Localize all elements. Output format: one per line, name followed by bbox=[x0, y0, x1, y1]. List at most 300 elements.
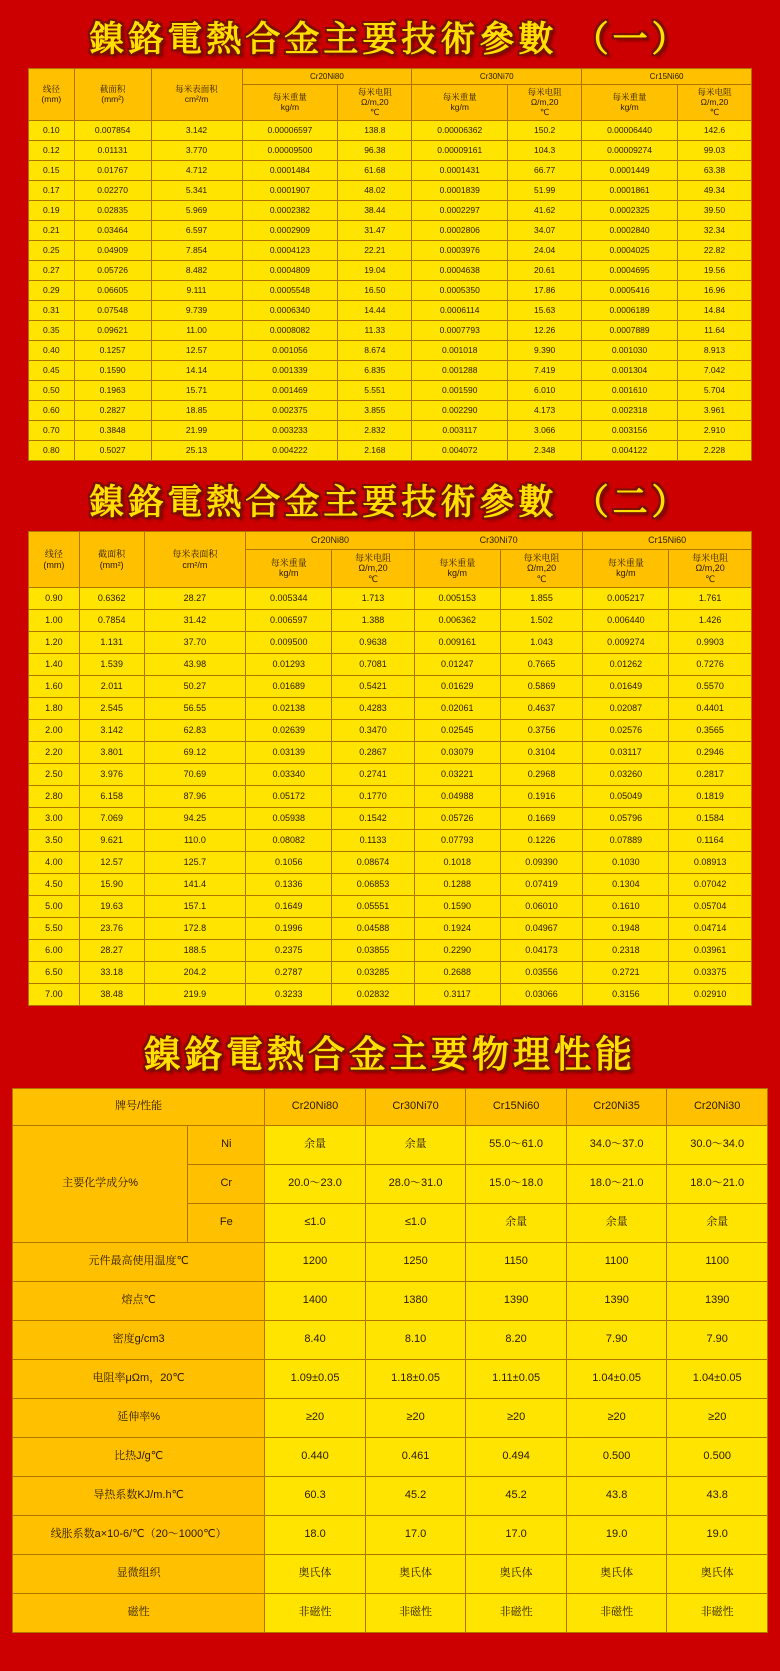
table-cell: 7.854 bbox=[151, 241, 242, 261]
table-cell: 0.0004809 bbox=[242, 261, 338, 281]
table-cell: 0.10 bbox=[29, 121, 75, 141]
table-cell: 28.0～31.0 bbox=[365, 1164, 466, 1203]
table-cell: 0.0004638 bbox=[412, 261, 508, 281]
table-cell: 0.02576 bbox=[583, 719, 669, 741]
header-weight-3: 每米重量 kg/m bbox=[582, 85, 678, 121]
page-title-tech-2: 鎳鉻電熱合金主要技術參數 （二） bbox=[89, 482, 691, 524]
table-cell: 110.0 bbox=[144, 829, 246, 851]
table-cell: 2.80 bbox=[29, 785, 80, 807]
table-cell: 0.500 bbox=[667, 1437, 768, 1476]
table-row bbox=[29, 181, 752, 201]
table-cell: 0.2817 bbox=[669, 763, 752, 785]
table-row bbox=[13, 1242, 768, 1281]
table-cell: 1390 bbox=[667, 1281, 768, 1320]
table-row bbox=[29, 341, 752, 361]
table-cell: 0.00009274 bbox=[582, 141, 678, 161]
table-cell: 0.005217 bbox=[583, 587, 669, 609]
table-cell: 0.60 bbox=[29, 401, 75, 421]
table-row bbox=[29, 675, 752, 697]
table-cell: 0.2290 bbox=[414, 939, 500, 961]
table-cell: 1.043 bbox=[500, 631, 583, 653]
table-cell: 50.27 bbox=[144, 675, 246, 697]
table-row bbox=[29, 141, 752, 161]
table-cell: 0.02910 bbox=[669, 983, 752, 1005]
table-cell: 0.1030 bbox=[583, 851, 669, 873]
table-cell: 0.1542 bbox=[332, 807, 415, 829]
table-cell: 0.0001839 bbox=[412, 181, 508, 201]
table-cell: 0.03079 bbox=[414, 741, 500, 763]
table-cell: 9.621 bbox=[79, 829, 144, 851]
table-cell: 0.7081 bbox=[332, 653, 415, 675]
row-label: 比热J/g℃ bbox=[13, 1437, 265, 1476]
tech-table-head bbox=[29, 69, 752, 121]
table-cell: 0.5027 bbox=[74, 441, 151, 461]
table-cell: 0.2867 bbox=[332, 741, 415, 763]
header-resistance-1: 每米电阻 Ω/m,20 ℃ bbox=[332, 549, 415, 587]
table-cell: 34.0～37.0 bbox=[566, 1125, 667, 1164]
table-row bbox=[29, 241, 752, 261]
table-cell: 0.01262 bbox=[583, 653, 669, 675]
table-cell: 18.0～21.0 bbox=[667, 1164, 768, 1203]
table-cell: 1.131 bbox=[79, 631, 144, 653]
tech-table-part-2-body bbox=[29, 587, 752, 1005]
header-area: 截面积 (mm²) bbox=[74, 69, 151, 121]
table-cell: 0.1226 bbox=[500, 829, 583, 851]
table-cell: 11.33 bbox=[338, 321, 412, 341]
table-cell: 20.0～23.0 bbox=[265, 1164, 366, 1203]
table-cell: 0.17 bbox=[29, 181, 75, 201]
table-cell: 0.001030 bbox=[582, 341, 678, 361]
table-cell: 17.0 bbox=[365, 1515, 466, 1554]
table-cell: 19.0 bbox=[667, 1515, 768, 1554]
table-cell: 0.0004025 bbox=[582, 241, 678, 261]
table-cell: 2.910 bbox=[677, 421, 751, 441]
row-label: 元件最高使用温度℃ bbox=[13, 1242, 265, 1281]
table-cell: 0.2741 bbox=[332, 763, 415, 785]
table-cell: 0.04173 bbox=[500, 939, 583, 961]
table-cell: 1.00 bbox=[29, 609, 80, 631]
table-cell: 0.4637 bbox=[500, 697, 583, 719]
row-label: 导热系数KJ/m.h℃ bbox=[13, 1476, 265, 1515]
table-cell: 7.419 bbox=[508, 361, 582, 381]
header-diameter: 线径 (mm) bbox=[29, 532, 80, 587]
table-cell: 0.12 bbox=[29, 141, 75, 161]
table-row bbox=[13, 1515, 768, 1554]
table-cell: 5.00 bbox=[29, 895, 80, 917]
table-cell: 0.03221 bbox=[414, 763, 500, 785]
header-weight-1: 每米重量 kg/m bbox=[246, 549, 332, 587]
table-cell: 0.05049 bbox=[583, 785, 669, 807]
table-cell: 19.0 bbox=[566, 1515, 667, 1554]
table-cell: 0.1996 bbox=[246, 917, 332, 939]
table-cell: 0.002290 bbox=[412, 401, 508, 421]
table-cell: 0.0005350 bbox=[412, 281, 508, 301]
table-row bbox=[29, 281, 752, 301]
table-cell: 24.04 bbox=[508, 241, 582, 261]
table-row bbox=[29, 719, 752, 741]
table-cell: 0.2688 bbox=[414, 961, 500, 983]
table-cell: 157.1 bbox=[144, 895, 246, 917]
table-cell: 63.38 bbox=[677, 161, 751, 181]
table-cell: 0.009161 bbox=[414, 631, 500, 653]
table-cell: 奥氏体 bbox=[667, 1554, 768, 1593]
table-cell: 0.0002840 bbox=[582, 221, 678, 241]
table-cell: 51.99 bbox=[508, 181, 582, 201]
table-cell: 6.010 bbox=[508, 381, 582, 401]
page-title-tech-1: 鎳鉻電熱合金主要技術參數 （一） bbox=[89, 19, 691, 60]
table-cell: 0.09390 bbox=[500, 851, 583, 873]
table-cell: 11.00 bbox=[151, 321, 242, 341]
table-cell: 0.2375 bbox=[246, 939, 332, 961]
table-row bbox=[29, 381, 752, 401]
table-cell: 0.1056 bbox=[246, 851, 332, 873]
table-cell: 1390 bbox=[466, 1281, 567, 1320]
table-row bbox=[29, 161, 752, 181]
table-cell: 0.7276 bbox=[669, 653, 752, 675]
table-cell: 60.3 bbox=[265, 1476, 366, 1515]
table-cell: 0.0001431 bbox=[412, 161, 508, 181]
table-cell: 1.04±0.05 bbox=[667, 1359, 768, 1398]
table-row bbox=[29, 917, 752, 939]
table-cell: 0.0002909 bbox=[242, 221, 338, 241]
table-cell: 0.29 bbox=[29, 281, 75, 301]
table-cell: 3.801 bbox=[79, 741, 144, 763]
table-cell: 0.03117 bbox=[583, 741, 669, 763]
header-resistance-3: 每米电阻 Ω/m,20 ℃ bbox=[677, 85, 751, 121]
table-cell: 0.03464 bbox=[74, 221, 151, 241]
table-cell: ≤1.0 bbox=[365, 1203, 466, 1242]
table-cell: 1.855 bbox=[500, 587, 583, 609]
tech-table-part-1 bbox=[28, 68, 752, 461]
table-cell: 0.0004695 bbox=[582, 261, 678, 281]
table-row bbox=[29, 939, 752, 961]
header-grade-cr20ni80: Cr20Ni80 bbox=[265, 1088, 366, 1125]
table-cell: 0.2968 bbox=[500, 763, 583, 785]
table-cell: 0.494 bbox=[466, 1437, 567, 1476]
row-label-element: Fe bbox=[188, 1203, 265, 1242]
table-row bbox=[29, 361, 752, 381]
table-cell: 0.03961 bbox=[669, 939, 752, 961]
table-cell: 0.15 bbox=[29, 161, 75, 181]
table-cell: 0.0008082 bbox=[242, 321, 338, 341]
table-cell: 3.961 bbox=[677, 401, 751, 421]
table-cell: 55.0～61.0 bbox=[466, 1125, 567, 1164]
physical-table-head bbox=[13, 1088, 768, 1125]
table-cell: 0.1610 bbox=[583, 895, 669, 917]
table-cell: 1.388 bbox=[332, 609, 415, 631]
table-cell: 0.006362 bbox=[414, 609, 500, 631]
table-cell: 0.005153 bbox=[414, 587, 500, 609]
tech-table-part-2 bbox=[28, 531, 752, 1005]
table-cell: 0.2318 bbox=[583, 939, 669, 961]
table-cell: 15.63 bbox=[508, 301, 582, 321]
table-cell: ≥20 bbox=[667, 1398, 768, 1437]
table-cell: 4.173 bbox=[508, 401, 582, 421]
table-cell: 0.05704 bbox=[669, 895, 752, 917]
table-cell: 0.02061 bbox=[414, 697, 500, 719]
row-label-element: Cr bbox=[188, 1164, 265, 1203]
table-row bbox=[13, 1125, 768, 1164]
table-cell: 0.1304 bbox=[583, 873, 669, 895]
table-cell: 奥氏体 bbox=[265, 1554, 366, 1593]
table-cell: 0.7665 bbox=[500, 653, 583, 675]
table-cell: 9.390 bbox=[508, 341, 582, 361]
table-cell: 0.06853 bbox=[332, 873, 415, 895]
table-cell: 3.00 bbox=[29, 807, 80, 829]
table-cell: 43.8 bbox=[667, 1476, 768, 1515]
table-cell: 8.10 bbox=[365, 1320, 466, 1359]
table-cell: 1100 bbox=[566, 1242, 667, 1281]
table-cell: 2.50 bbox=[29, 763, 80, 785]
header-alloy-cr20ni80: Cr20Ni80 bbox=[242, 69, 412, 85]
table-cell: 奥氏体 bbox=[365, 1554, 466, 1593]
table-cell: 18.85 bbox=[151, 401, 242, 421]
table-cell: 0.27 bbox=[29, 261, 75, 281]
table-cell: 7.00 bbox=[29, 983, 80, 1005]
header-surface: 每米表面积 cm²/m bbox=[144, 532, 246, 587]
table-cell: 7.042 bbox=[677, 361, 751, 381]
table-cell: 2.348 bbox=[508, 441, 582, 461]
table-cell: 38.44 bbox=[338, 201, 412, 221]
table-cell: 0.3104 bbox=[500, 741, 583, 763]
table-cell: 0.02832 bbox=[332, 983, 415, 1005]
table-cell: 45.2 bbox=[365, 1476, 466, 1515]
table-row bbox=[29, 587, 752, 609]
table-cell: 0.04967 bbox=[500, 917, 583, 939]
table-cell: 104.3 bbox=[508, 141, 582, 161]
table-cell: 0.0002806 bbox=[412, 221, 508, 241]
table-cell: 非磁性 bbox=[667, 1593, 768, 1632]
table-cell: 0.004222 bbox=[242, 441, 338, 461]
table-cell: 0.35 bbox=[29, 321, 75, 341]
table-cell: 0.1819 bbox=[669, 785, 752, 807]
table-cell: 0.5869 bbox=[500, 675, 583, 697]
table-cell: 0.3117 bbox=[414, 983, 500, 1005]
table-cell: 0.07548 bbox=[74, 301, 151, 321]
table-cell: 奥氏体 bbox=[566, 1554, 667, 1593]
table-cell: 15.71 bbox=[151, 381, 242, 401]
table-cell: 0.2721 bbox=[583, 961, 669, 983]
table-cell: 7.069 bbox=[79, 807, 144, 829]
table-cell: 8.674 bbox=[338, 341, 412, 361]
table-cell: 5.969 bbox=[151, 201, 242, 221]
table-cell: 0.06010 bbox=[500, 895, 583, 917]
table-row bbox=[13, 1437, 768, 1476]
header-resistance-2: 每米电阻 Ω/m,20 ℃ bbox=[508, 85, 582, 121]
table-cell: 0.1018 bbox=[414, 851, 500, 873]
table-cell: 1380 bbox=[365, 1281, 466, 1320]
table-cell: 25.13 bbox=[151, 441, 242, 461]
header-alloy-cr15ni60: Cr15Ni60 bbox=[583, 532, 752, 549]
table-cell: 奥氏体 bbox=[466, 1554, 567, 1593]
table-row bbox=[29, 851, 752, 873]
table-cell: 0.9903 bbox=[669, 631, 752, 653]
table-cell: 0.03855 bbox=[332, 939, 415, 961]
table-cell: 16.50 bbox=[338, 281, 412, 301]
table-cell: 70.69 bbox=[144, 763, 246, 785]
table-cell: 0.3565 bbox=[669, 719, 752, 741]
table-cell: 32.34 bbox=[677, 221, 751, 241]
row-label-element: Ni bbox=[188, 1125, 265, 1164]
table-cell: 0.1584 bbox=[669, 807, 752, 829]
table-cell: 0.001339 bbox=[242, 361, 338, 381]
header-weight-2: 每米重量 kg/m bbox=[414, 549, 500, 587]
table-cell: 0.08082 bbox=[246, 829, 332, 851]
header-grade-cr15ni60: Cr15Ni60 bbox=[466, 1088, 567, 1125]
header-diameter: 线径 (mm) bbox=[29, 69, 75, 121]
table-row bbox=[29, 261, 752, 281]
table-cell: 0.4401 bbox=[669, 697, 752, 719]
table-cell: 0.1336 bbox=[246, 873, 332, 895]
table-cell: 28.27 bbox=[144, 587, 246, 609]
table-cell: 0.01247 bbox=[414, 653, 500, 675]
table-cell: 0.06605 bbox=[74, 281, 151, 301]
header-resistance-3: 每米电阻 Ω/m,20 ℃ bbox=[669, 549, 752, 587]
table-cell: 30.0～34.0 bbox=[667, 1125, 768, 1164]
table-cell: 23.76 bbox=[79, 917, 144, 939]
physical-header-row bbox=[13, 1088, 768, 1125]
table-cell: 138.8 bbox=[338, 121, 412, 141]
table-cell: 0.1288 bbox=[414, 873, 500, 895]
table-cell: 0.7854 bbox=[79, 609, 144, 631]
row-label: 显微组织 bbox=[13, 1554, 265, 1593]
table-cell: 0.0003976 bbox=[412, 241, 508, 261]
table-cell: 41.62 bbox=[508, 201, 582, 221]
table-cell: 0.07889 bbox=[583, 829, 669, 851]
table-cell: 0.1924 bbox=[414, 917, 500, 939]
table-cell: 0.25 bbox=[29, 241, 75, 261]
table-cell: ≥20 bbox=[566, 1398, 667, 1437]
table-cell: 5.551 bbox=[338, 381, 412, 401]
table-cell: 0.006440 bbox=[583, 609, 669, 631]
table-cell: 0.03340 bbox=[246, 763, 332, 785]
row-label-chemistry: 主要化学成分% bbox=[13, 1125, 188, 1242]
table-cell: 96.38 bbox=[338, 141, 412, 161]
table-cell: 0.0007793 bbox=[412, 321, 508, 341]
table-cell: 17.86 bbox=[508, 281, 582, 301]
table-cell: 0.009274 bbox=[583, 631, 669, 653]
table-cell: 0.0006114 bbox=[412, 301, 508, 321]
table-cell: 0.03375 bbox=[669, 961, 752, 983]
table-row bbox=[29, 221, 752, 241]
table-cell: 0.02270 bbox=[74, 181, 151, 201]
table-cell: 1.11±0.05 bbox=[466, 1359, 567, 1398]
table-cell: 0.45 bbox=[29, 361, 75, 381]
table-cell: 0.0002325 bbox=[582, 201, 678, 221]
table-cell: 94.25 bbox=[144, 807, 246, 829]
table-row bbox=[13, 1554, 768, 1593]
table-row bbox=[13, 1359, 768, 1398]
table-cell: 0.3470 bbox=[332, 719, 415, 741]
table-cell: 125.7 bbox=[144, 851, 246, 873]
row-label: 延伸率% bbox=[13, 1398, 265, 1437]
table-cell: 1.20 bbox=[29, 631, 80, 653]
table-cell: 0.1257 bbox=[74, 341, 151, 361]
table-cell: 0.1590 bbox=[74, 361, 151, 381]
table-cell: 0.03556 bbox=[500, 961, 583, 983]
table-cell: 2.832 bbox=[338, 421, 412, 441]
table-cell: 1.04±0.05 bbox=[566, 1359, 667, 1398]
row-label: 线胀系数a×10-6/℃（20～1000℃） bbox=[13, 1515, 265, 1554]
tech-table-part-1-wrapper bbox=[0, 68, 780, 461]
table-cell: 0.2787 bbox=[246, 961, 332, 983]
table-cell: 0.001610 bbox=[582, 381, 678, 401]
header-alloy-cr15ni60: Cr15Ni60 bbox=[582, 69, 752, 85]
table-cell: 2.545 bbox=[79, 697, 144, 719]
table-cell: 0.0007889 bbox=[582, 321, 678, 341]
table-cell: 0.0005548 bbox=[242, 281, 338, 301]
table-cell: 39.50 bbox=[677, 201, 751, 221]
table-cell: 16.96 bbox=[677, 281, 751, 301]
table-cell: 0.0002297 bbox=[412, 201, 508, 221]
header-property: 牌号/性能 bbox=[13, 1088, 265, 1125]
table-cell: 1.40 bbox=[29, 653, 80, 675]
table-cell: 0.04588 bbox=[332, 917, 415, 939]
table-row bbox=[29, 807, 752, 829]
table-cell: 4.50 bbox=[29, 873, 80, 895]
table-cell: 0.003156 bbox=[582, 421, 678, 441]
table-cell: 0.001304 bbox=[582, 361, 678, 381]
table-cell: 0.0002382 bbox=[242, 201, 338, 221]
table-row bbox=[29, 983, 752, 1005]
table-cell: 6.50 bbox=[29, 961, 80, 983]
page-title-physical: 鎳鉻電熱合金主要物理性能 bbox=[144, 1031, 636, 1076]
table-row bbox=[29, 401, 752, 421]
table-cell: 66.77 bbox=[508, 161, 582, 181]
header-area: 截面积 (mm²) bbox=[79, 532, 144, 587]
table-cell: 2.011 bbox=[79, 675, 144, 697]
table-cell: 0.00006597 bbox=[242, 121, 338, 141]
table-cell: 4.712 bbox=[151, 161, 242, 181]
table-cell: 0.001590 bbox=[412, 381, 508, 401]
table-cell: 0.40 bbox=[29, 341, 75, 361]
table-cell: 0.1669 bbox=[500, 807, 583, 829]
table-cell: 0.3233 bbox=[246, 983, 332, 1005]
table-cell: 0.004122 bbox=[582, 441, 678, 461]
table-cell: 9.111 bbox=[151, 281, 242, 301]
table-cell: 5.704 bbox=[677, 381, 751, 401]
table-cell: 0.05726 bbox=[414, 807, 500, 829]
table-cell: 0.02639 bbox=[246, 719, 332, 741]
table-row bbox=[29, 631, 752, 653]
table-cell: 非磁性 bbox=[566, 1593, 667, 1632]
table-cell: 6.158 bbox=[79, 785, 144, 807]
table-cell: 0.03066 bbox=[500, 983, 583, 1005]
table-cell: 0.50 bbox=[29, 381, 75, 401]
table-cell: 2.228 bbox=[677, 441, 751, 461]
table-cell: 14.84 bbox=[677, 301, 751, 321]
table-cell: 0.05551 bbox=[332, 895, 415, 917]
table-cell: 150.2 bbox=[508, 121, 582, 141]
table-row bbox=[29, 829, 752, 851]
header-weight-2: 每米重量 kg/m bbox=[412, 85, 508, 121]
table-cell: 0.1916 bbox=[500, 785, 583, 807]
table-cell: 3.855 bbox=[338, 401, 412, 421]
table-cell: 18.0～21.0 bbox=[566, 1164, 667, 1203]
header-weight-3: 每米重量 kg/m bbox=[583, 549, 669, 587]
table-cell: ≤1.0 bbox=[265, 1203, 366, 1242]
table-cell: 0.4283 bbox=[332, 697, 415, 719]
table-cell: 11.64 bbox=[677, 321, 751, 341]
table-cell: 0.70 bbox=[29, 421, 75, 441]
table-cell: 0.5570 bbox=[669, 675, 752, 697]
table-row bbox=[29, 785, 752, 807]
table-cell: 0.005344 bbox=[246, 587, 332, 609]
table-cell: 0.04714 bbox=[669, 917, 752, 939]
table-cell: 3.770 bbox=[151, 141, 242, 161]
table-cell: 0.02835 bbox=[74, 201, 151, 221]
table-cell: 1.60 bbox=[29, 675, 80, 697]
